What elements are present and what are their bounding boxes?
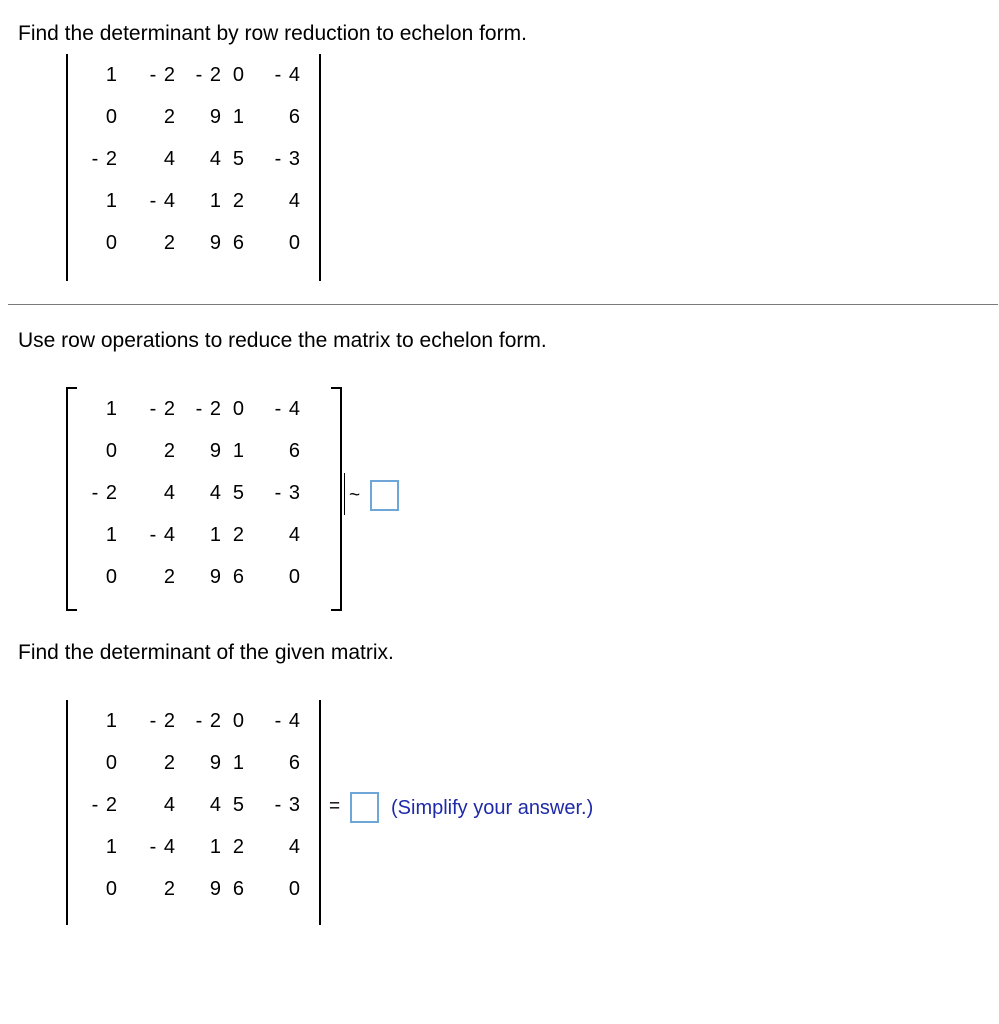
matrix-entry: 9 bbox=[209, 105, 222, 128]
matrix-entry: 0 bbox=[232, 709, 245, 732]
row-equivalence-separator bbox=[344, 473, 345, 515]
matrix-bracket-right bbox=[331, 387, 342, 611]
matrix-entry: 6 bbox=[232, 877, 245, 900]
matrix-entry: 4 bbox=[288, 189, 301, 212]
matrix-entry: - 4 bbox=[149, 523, 176, 546]
matrix-entry: 1 bbox=[209, 835, 222, 858]
matrix-entry: 2 bbox=[232, 835, 245, 858]
step-heading-echelon: Use row operations to reduce the matrix to echelon form. bbox=[18, 329, 547, 352]
matrix-entry: 2 bbox=[163, 751, 176, 774]
matrix-entry: 5 bbox=[232, 793, 245, 816]
matrix-entry: - 2 bbox=[91, 793, 118, 816]
matrix-entry: 2 bbox=[232, 523, 245, 546]
matrix-entry: 6 bbox=[232, 231, 245, 254]
matrix-entry: - 2 bbox=[149, 397, 176, 420]
matrix-entry: 0 bbox=[232, 63, 245, 86]
matrix-entry: - 2 bbox=[91, 481, 118, 504]
row-equivalent-symbol: ~ bbox=[349, 485, 361, 506]
matrix-entry: - 2 bbox=[195, 63, 222, 86]
simplify-hint: (Simplify your answer.) bbox=[391, 797, 594, 819]
matrix-entry: 2 bbox=[163, 565, 176, 588]
given-matrix bbox=[74, 54, 301, 264]
matrix-entry: - 4 bbox=[149, 189, 176, 212]
echelon-source-matrix bbox=[74, 388, 301, 598]
matrix-entry: 4 bbox=[209, 793, 222, 816]
echelon-answer-input[interactable] bbox=[370, 480, 399, 511]
matrix-entry: - 2 bbox=[195, 709, 222, 732]
matrix-entry: 2 bbox=[163, 231, 176, 254]
matrix-entry: 0 bbox=[105, 877, 118, 900]
determinant-bar-right bbox=[319, 54, 321, 281]
matrix-entry: 1 bbox=[209, 189, 222, 212]
matrix-entry: 9 bbox=[209, 565, 222, 588]
step-heading-determinant: Find the determinant of the given matrix. bbox=[18, 641, 394, 664]
matrix-entry: 1 bbox=[105, 397, 118, 420]
matrix-entry: - 4 bbox=[274, 397, 301, 420]
matrix-entry: 0 bbox=[105, 751, 118, 774]
section-divider bbox=[8, 304, 998, 305]
matrix-entry: - 3 bbox=[274, 793, 301, 816]
matrix-entry: - 2 bbox=[149, 709, 176, 732]
matrix-entry: 1 bbox=[105, 189, 118, 212]
matrix-entry: 9 bbox=[209, 231, 222, 254]
matrix-entry: 2 bbox=[232, 189, 245, 212]
matrix-entry: 6 bbox=[288, 105, 301, 128]
matrix-entry: 1 bbox=[105, 835, 118, 858]
matrix-entry: 0 bbox=[105, 105, 118, 128]
matrix-entry: - 2 bbox=[149, 63, 176, 86]
matrix-entry: 5 bbox=[232, 147, 245, 170]
matrix-entry: 0 bbox=[232, 397, 245, 420]
matrix-entry: - 4 bbox=[274, 63, 301, 86]
determinant-bar-left bbox=[66, 54, 68, 281]
matrix-entry: 2 bbox=[163, 877, 176, 900]
matrix-entry: 0 bbox=[105, 439, 118, 462]
matrix-entry: 0 bbox=[288, 877, 301, 900]
matrix-entry: 6 bbox=[288, 439, 301, 462]
matrix-entry: 9 bbox=[209, 877, 222, 900]
determinant-bar-right bbox=[319, 700, 321, 925]
matrix-entry: 1 bbox=[232, 751, 245, 774]
matrix-entry: 1 bbox=[105, 709, 118, 732]
matrix-entry: - 2 bbox=[195, 397, 222, 420]
matrix-entry: 9 bbox=[209, 439, 222, 462]
matrix-entry: 1 bbox=[232, 439, 245, 462]
matrix-entry: 5 bbox=[232, 481, 245, 504]
matrix-entry: - 3 bbox=[274, 481, 301, 504]
matrix-entry: 2 bbox=[163, 439, 176, 462]
matrix-entry: 4 bbox=[163, 481, 176, 504]
matrix-entry: 4 bbox=[209, 147, 222, 170]
determinant-answer-input[interactable] bbox=[350, 792, 379, 823]
matrix-entry: 6 bbox=[288, 751, 301, 774]
determinant-bar-left bbox=[66, 700, 68, 925]
matrix-entry: 4 bbox=[163, 147, 176, 170]
matrix-entry: 1 bbox=[105, 523, 118, 546]
matrix-entry: 4 bbox=[288, 523, 301, 546]
determinant-matrix bbox=[74, 700, 301, 910]
matrix-entry: 9 bbox=[209, 751, 222, 774]
equals-symbol: = bbox=[329, 796, 341, 817]
matrix-entry: - 2 bbox=[91, 147, 118, 170]
matrix-entry: 0 bbox=[288, 565, 301, 588]
problem-heading: Find the determinant by row reduction to echelon form. bbox=[18, 22, 527, 45]
matrix-entry: 0 bbox=[288, 231, 301, 254]
matrix-entry: 0 bbox=[105, 565, 118, 588]
matrix-entry: 2 bbox=[163, 105, 176, 128]
matrix-entry: 1 bbox=[105, 63, 118, 86]
matrix-entry: 6 bbox=[232, 565, 245, 588]
matrix-entry: 4 bbox=[288, 835, 301, 858]
matrix-entry: 4 bbox=[163, 793, 176, 816]
matrix-entry: 1 bbox=[209, 523, 222, 546]
matrix-entry: 4 bbox=[209, 481, 222, 504]
matrix-entry: - 3 bbox=[274, 147, 301, 170]
matrix-entry: - 4 bbox=[274, 709, 301, 732]
matrix-entry: 0 bbox=[105, 231, 118, 254]
matrix-entry: - 4 bbox=[149, 835, 176, 858]
matrix-entry: 1 bbox=[232, 105, 245, 128]
